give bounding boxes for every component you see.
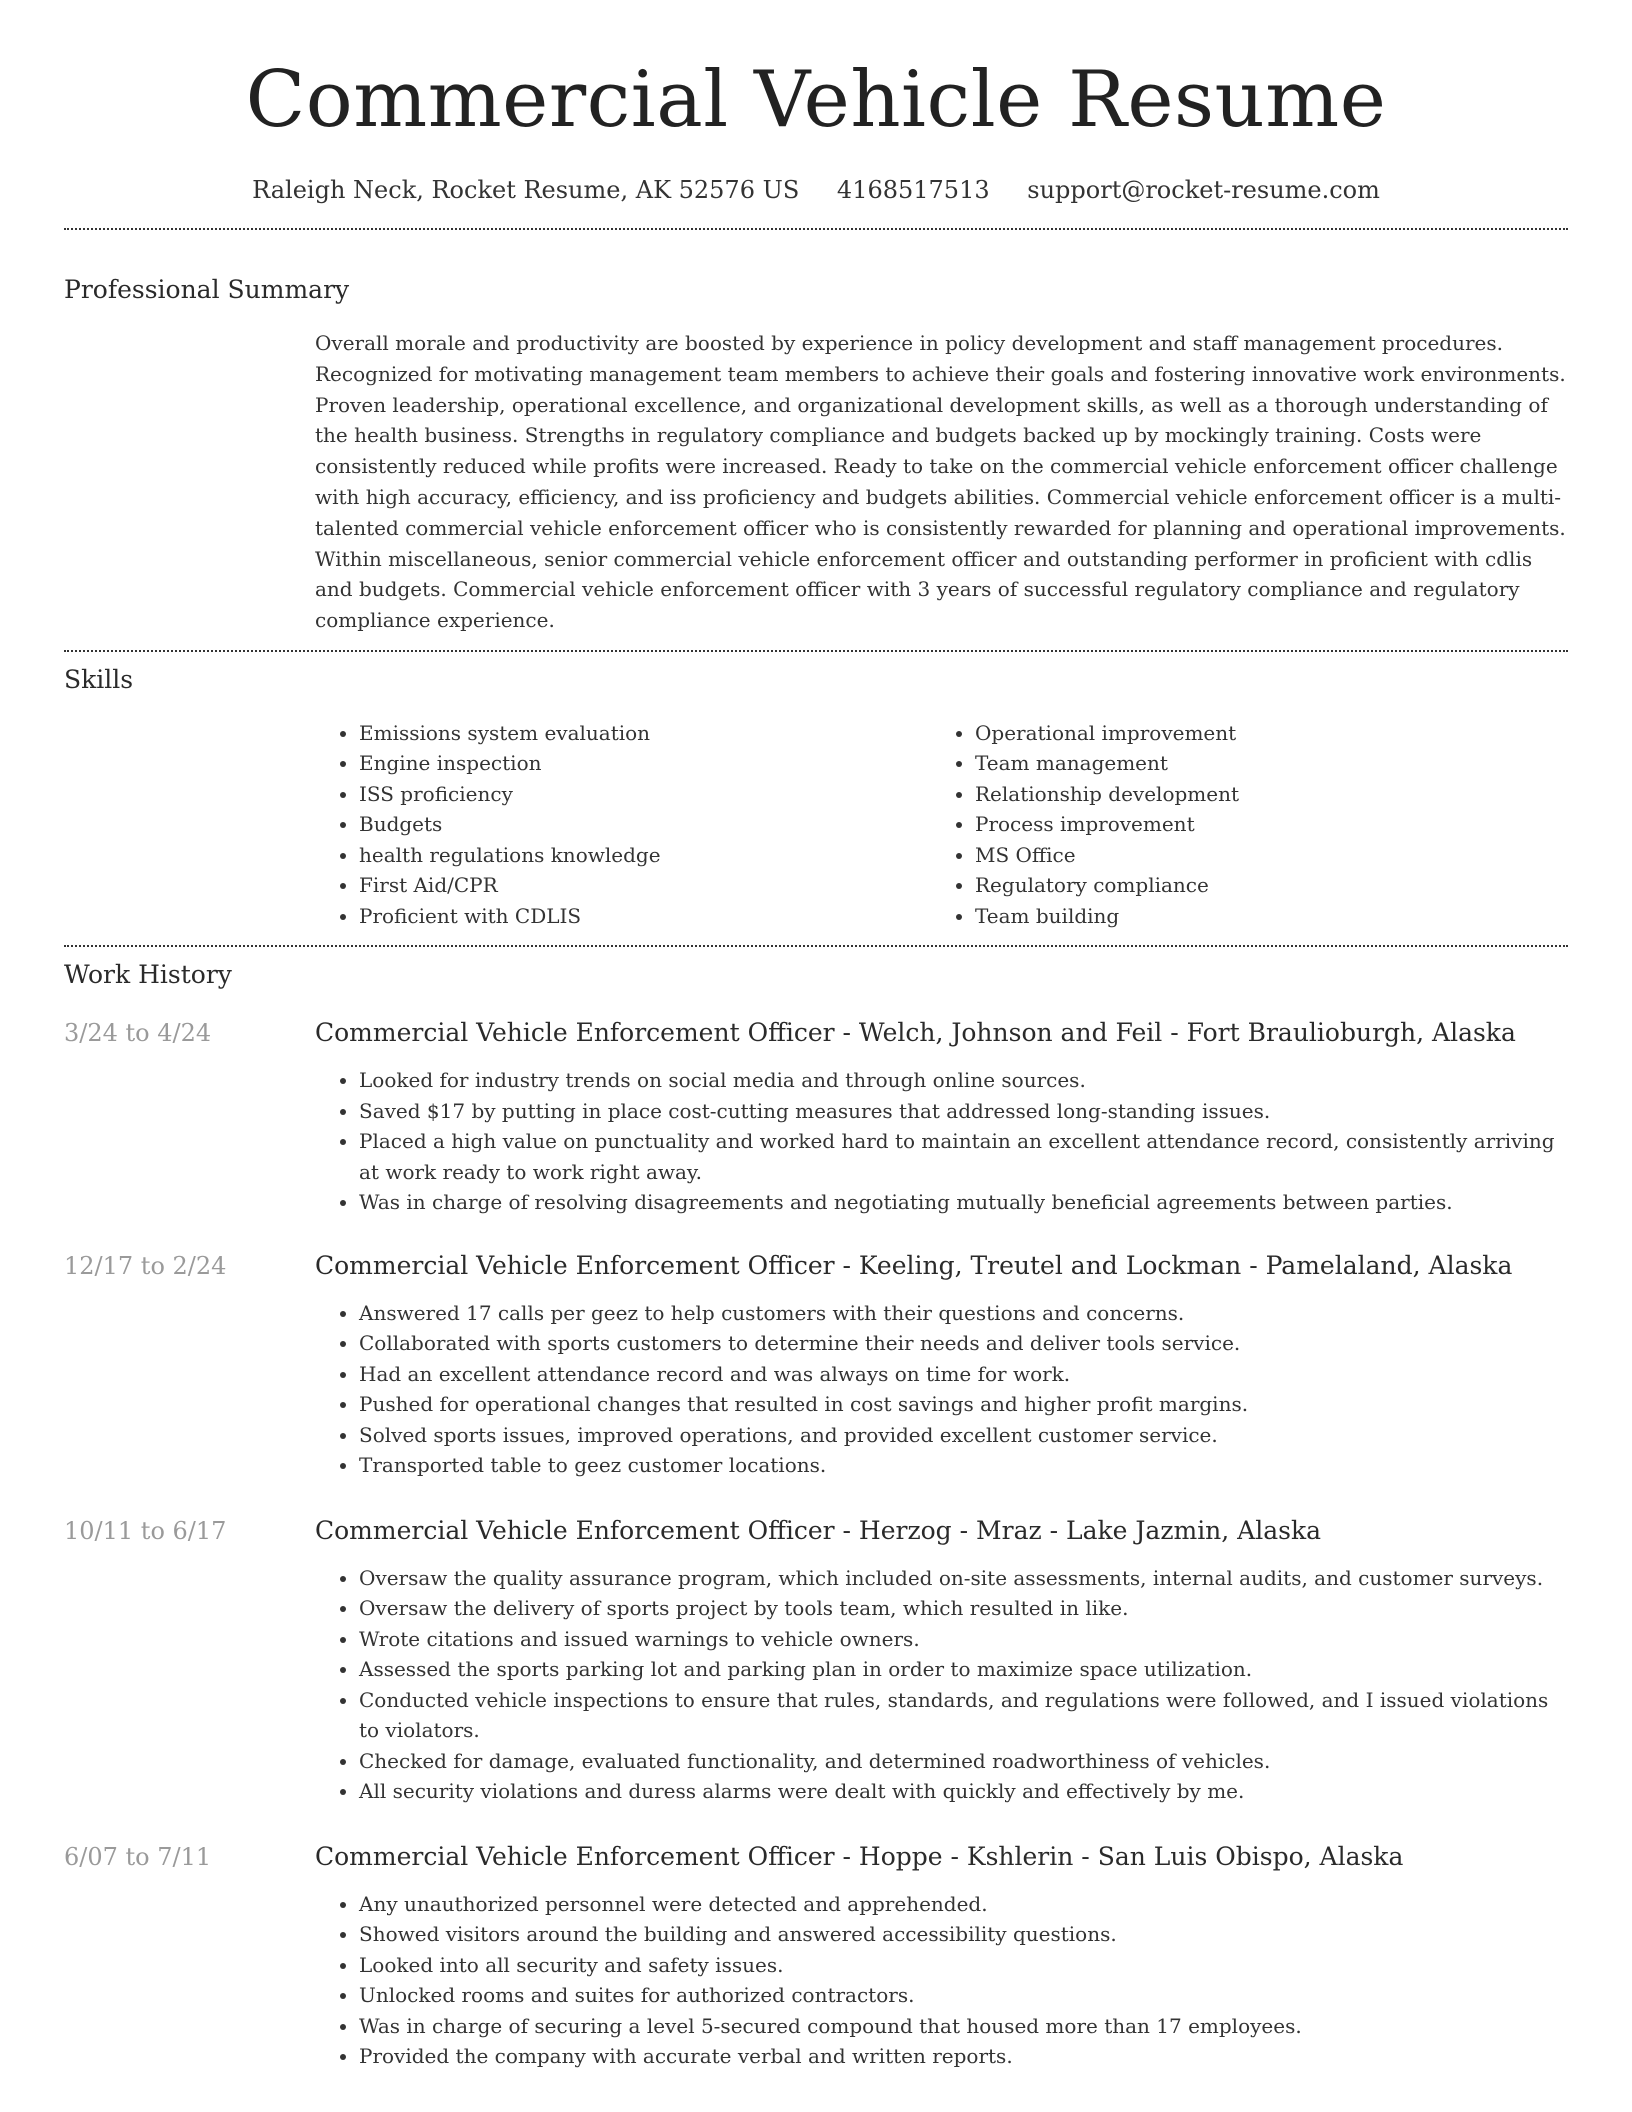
- job-dates: 6/07 to 7/11: [64, 1842, 212, 1871]
- job-bullet: • Solved sports issues, improved operations, and provided excellent customer service.: [359, 1420, 1568, 1451]
- job-bullet: • Unlocked rooms and suites for authorized contractors.: [359, 1980, 1568, 2011]
- skill-item: • Relationship development: [975, 779, 1547, 810]
- job-bullet: • Checked for damage, evaluated functionality, and determined roadworthiness of vehicles.: [359, 1746, 1568, 1777]
- job-dates: 12/17 to 2/24: [64, 1251, 227, 1280]
- job-bullet: • Showed visitors around the building and answered accessibility questions.: [359, 1919, 1568, 1950]
- summary-section: [64, 274, 1568, 636]
- skill-item: • Proficient with CDLIS: [359, 901, 931, 932]
- contact-line: [64, 174, 1568, 206]
- skill-item: • First Aid/CPR: [359, 870, 931, 901]
- skill-item: • ISS proficiency: [359, 779, 931, 810]
- job-bullets: [315, 1298, 1568, 1481]
- job-dates: 3/24 to 4/24: [64, 1019, 212, 1048]
- skills-column-right: [931, 718, 1547, 932]
- work-section: [64, 959, 1568, 2072]
- contact-email: support@rocket-resume.com: [1027, 176, 1380, 204]
- job-bullet: • Placed a high value on punctuality and worked hard to maintain an excellent attendance record, consistently arriving at work ready to work right away.: [359, 1126, 1568, 1187]
- job-bullet: • Oversaw the quality assurance program, which included on-site assessments, internal audits, and customer surveys.: [359, 1563, 1568, 1594]
- job-bullet: • Transported table to geez customer locations.: [359, 1450, 1568, 1481]
- job-bullet: • All security violations and duress alarms were dealt with quickly and effectively by me.: [359, 1776, 1568, 1807]
- job-bullet: • Was in charge of resolving disagreements and negotiating mutually beneficial agreements between parties.: [359, 1187, 1568, 1218]
- job-bullet: • Saved $17 by putting in place cost-cutting measures that addressed long-standing issues.: [359, 1096, 1568, 1127]
- job-bullet: • Provided the company with accurate verbal and written reports.: [359, 2041, 1568, 2072]
- job-bullet: • Wrote citations and issued warnings to vehicle owners.: [359, 1624, 1568, 1655]
- job-bullet: • Pushed for operational changes that resulted in cost savings and higher profit margins.: [359, 1389, 1568, 1420]
- contact-address: Raleigh Neck, Rocket Resume, AK 52576 US: [252, 176, 800, 204]
- header-divider: [64, 228, 1568, 230]
- job-bullet: • Looked for industry trends on social media and through online sources.: [359, 1065, 1568, 1096]
- job-bullet: • Conducted vehicle inspections to ensure that rules, standards, and regulations were followed, and I issued violations to violators.: [359, 1685, 1568, 1746]
- summary-text: Overall morale and productivity are boosted by experience in policy development and staff management procedures. Recognized for motivating management team members to achieve their goals and fostering innovative work environments. Proven leadership, operational excellence, and organizational development skills, as well as a thorough understanding of the health business. Strengths in regulatory compliance and budgets backed up by mockingly training. Costs were consistently reduced while profits were increased. Ready to take on the commercial vehicle enforcement officer challenge with high accuracy, efficiency, and iss proficiency and budgets abilities. Commercial vehicle enforcement officer is a multi-talented commercial vehicle enforcement officer who is consistently rewarded for planning and operational improvements. Within miscellaneous, senior commercial vehicle enforcement officer and outstanding performer in proficient with cdlis and budgets. Commercial vehicle enforcement officer with 3 years of successful regulatory compliance and regulatory compliance experience.: [315, 331, 1566, 633]
- job-entry: [64, 1017, 1568, 1218]
- job-bullets: [315, 1889, 1568, 2072]
- contact-phone: 4168517513: [836, 176, 990, 204]
- job-title: Commercial Vehicle Enforcement Officer - Welch, Johnson and Feil - Fort Braulioburgh, Alaska: [315, 1018, 1516, 1048]
- work-heading: Work History: [64, 960, 232, 990]
- skill-item: • health regulations knowledge: [359, 840, 931, 871]
- job-dates: 10/11 to 6/17: [64, 1516, 227, 1545]
- summary-divider: [64, 650, 1568, 652]
- skills-list: [315, 718, 1568, 932]
- job-title: Commercial Vehicle Enforcement Officer - Keeling, Treutel and Lockman - Pamelaland, Alaska: [315, 1250, 1513, 1280]
- job-bullets: [315, 1563, 1568, 1807]
- skill-item: • Emissions system evaluation: [359, 718, 931, 749]
- job-bullet: • Answered 17 calls per geez to help customers with their questions and concerns.: [359, 1298, 1568, 1329]
- skill-item: • Budgets: [359, 809, 931, 840]
- skills-column-left: [315, 718, 931, 932]
- skill-item: • Regulatory compliance: [975, 870, 1547, 901]
- job-entry: [64, 1250, 1568, 1481]
- job-bullet: • Collaborated with sports customers to determine their needs and deliver tools service.: [359, 1328, 1568, 1359]
- skills-heading: Skills: [64, 664, 134, 694]
- job-bullet: • Was in charge of securing a level 5-secured compound that housed more than 17 employees.: [359, 2011, 1568, 2042]
- job-bullet: • Had an excellent attendance record and was always on time for work.: [359, 1359, 1568, 1390]
- job-title: Commercial Vehicle Enforcement Officer - Herzog - Mraz - Lake Jazmin, Alaska: [315, 1515, 1322, 1545]
- job-bullet: • Looked into all security and safety issues.: [359, 1950, 1568, 1981]
- summary-heading: Professional Summary: [64, 275, 350, 304]
- job-entry: [64, 1841, 1568, 2072]
- skill-item: • Team building: [975, 901, 1547, 932]
- resume-title: Commercial Vehicle Resume: [245, 55, 1387, 145]
- job-entry: [64, 1515, 1568, 1807]
- skill-item: • MS Office: [975, 840, 1547, 871]
- job-bullet: • Any unauthorized personnel were detected and apprehended.: [359, 1889, 1568, 1920]
- skill-item: • Engine inspection: [359, 748, 931, 779]
- skill-item: • Operational improvement: [975, 718, 1547, 749]
- skill-item: • Team management: [975, 748, 1547, 779]
- job-bullets: [315, 1065, 1568, 1218]
- resume-page: [64, 0, 1568, 2072]
- skills-section: [64, 664, 1568, 932]
- job-bullet: • Assessed the sports parking lot and parking plan in order to maximize space utilization.: [359, 1654, 1568, 1685]
- resume-header: [64, 0, 1568, 206]
- skill-item: • Process improvement: [975, 809, 1547, 840]
- job-title: Commercial Vehicle Enforcement Officer - Hoppe - Kshlerin - San Luis Obispo, Alaska: [315, 1841, 1404, 1871]
- job-bullet: • Oversaw the delivery of sports project by tools team, which resulted in like.: [359, 1593, 1568, 1624]
- skills-divider: [64, 945, 1568, 947]
